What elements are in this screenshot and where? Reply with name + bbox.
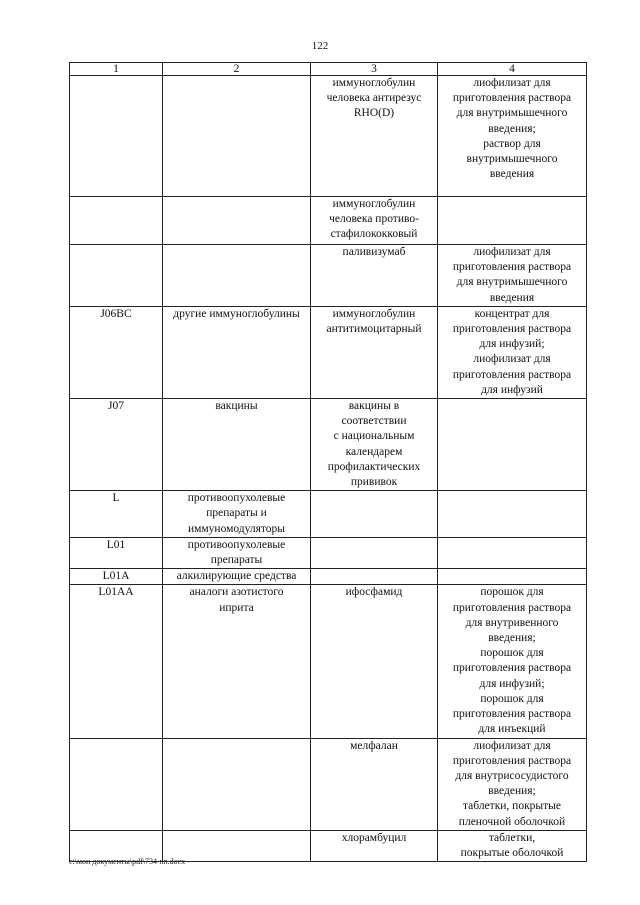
dosage-form-cell (438, 537, 587, 568)
group-cell: аналоги азотистого иприта (163, 585, 311, 738)
atc-code-cell (70, 76, 163, 197)
atc-code-cell: J07 (70, 399, 163, 491)
group-cell: другие иммуноглобулины (163, 306, 311, 398)
drug-name-cell: ифосфамид (311, 585, 438, 738)
table-row (70, 569, 587, 585)
atc-code-cell: L01 (70, 537, 163, 568)
group-cell: противоопухолевые препараты (163, 537, 311, 568)
drug-name-cell (311, 537, 438, 568)
table-row (70, 491, 587, 538)
group-cell: вакцины (163, 399, 311, 491)
column-header: 3 (311, 63, 438, 76)
atc-code-cell: L01A (70, 569, 163, 585)
group-cell: противоопухолевые препараты и иммуномодуляторы (163, 491, 311, 538)
atc-code-cell: L (70, 491, 163, 538)
dosage-form-cell (438, 491, 587, 538)
group-cell (163, 197, 311, 245)
table-row (70, 738, 587, 830)
drug-name-cell: мелфалан (311, 738, 438, 830)
column-header: 1 (70, 63, 163, 76)
table-row (70, 197, 587, 245)
atc-code-cell (70, 738, 163, 830)
column-header: 4 (438, 63, 587, 76)
drug-name-cell: иммуноглобулин антитимоцитарный (311, 306, 438, 398)
table-row (70, 245, 587, 307)
group-cell: алкилирующие средства (163, 569, 311, 585)
group-cell (163, 245, 311, 307)
table-row (70, 76, 587, 197)
footer-file-path: c:\мои документы\pdf\734-nn.docx (69, 857, 186, 866)
dosage-form-cell: концентрат для приготовления раствора для инфузий; лиофилизат для приготовления раствора для инфузий (438, 306, 587, 398)
dosage-form-cell (438, 197, 587, 245)
group-cell (163, 738, 311, 830)
dosage-form-cell (438, 569, 587, 585)
dosage-form-cell (438, 399, 587, 491)
drug-name-cell (311, 491, 438, 538)
dosage-form-cell: таблетки, покрытые оболочкой (438, 830, 587, 861)
page-number: 122 (311, 40, 329, 52)
dosage-form-cell: лиофилизат для приготовления раствора для внутрисосудистого введения; таблетки, покрытые пленочной оболочкой (438, 738, 587, 830)
atc-code-cell (70, 245, 163, 307)
drug-name-cell: паливизумаб (311, 245, 438, 307)
drug-name-cell: иммуноглобулин человека антирезус RHO(D) (311, 76, 438, 197)
drug-name-cell: хлорамбуцил (311, 830, 438, 861)
drug-name-cell (311, 569, 438, 585)
drug-name-cell: вакцины в соответствии с национальным календарем профилактических прививок (311, 399, 438, 491)
dosage-form-cell: лиофилизат для приготовления раствора для внутримышечного введения; раствор для внутримышечного введения (438, 76, 587, 197)
atc-code-cell: J06BC (70, 306, 163, 398)
dosage-form-cell: порошок для приготовления раствора для внутривенного введения; порошок для приготовления раствора для инфузий; порошок для приготовления раствора для инъекций (438, 585, 587, 738)
atc-code-cell (70, 197, 163, 245)
group-cell (163, 76, 311, 197)
table-header-row (70, 63, 587, 76)
table-row (70, 537, 587, 568)
table-row (70, 399, 587, 491)
dosage-form-cell: лиофилизат для приготовления раствора для внутримышечного введения (438, 245, 587, 307)
table-row (70, 585, 587, 738)
table-row (70, 306, 587, 398)
atc-code-cell: L01AA (70, 585, 163, 738)
drug-name-cell: иммуноглобулин человека противо- стафилококковый (311, 197, 438, 245)
column-header: 2 (163, 63, 311, 76)
medicines-table (69, 62, 587, 862)
